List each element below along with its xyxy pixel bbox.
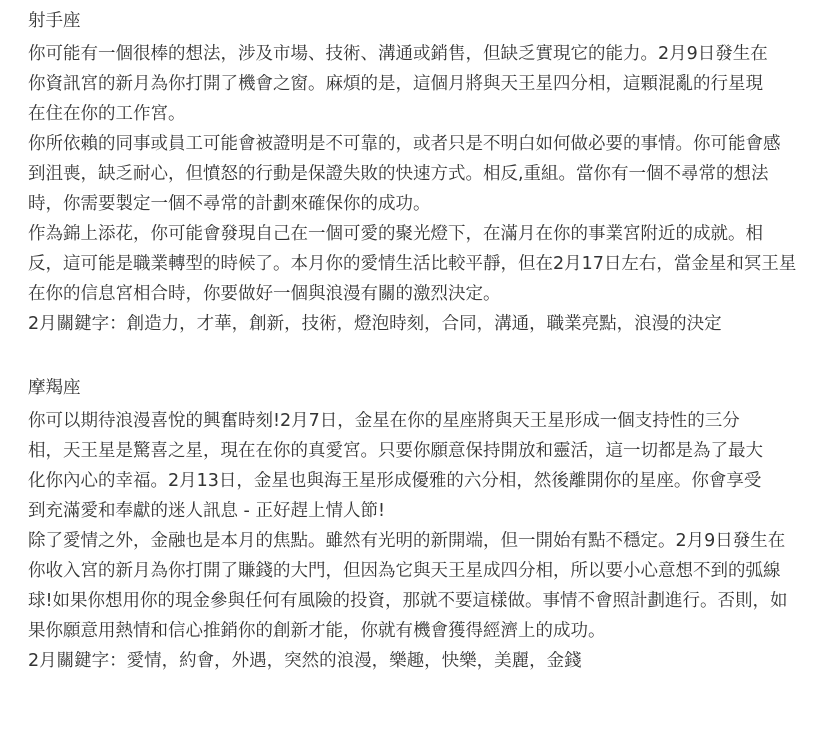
text-line: 時，你需要製定一個不尋常的計劃來確保你的成功。 bbox=[28, 194, 431, 214]
text-line: 你收入宮的新月為你打開了賺錢的大門，但因為它與天王星成四分相，所以要小心意想不到的弧線 bbox=[28, 561, 781, 581]
text-line: 到充滿愛和奉獻的迷人訊息 - 正好趕上情人節! bbox=[28, 501, 385, 521]
text-line: 果你願意用熱情和信心推銷你的創新才能，你就有機會獲得經濟上的成功。 bbox=[28, 621, 606, 641]
keywords-line: 2月關鍵字：愛情，約會，外遇，突然的浪漫，樂趣，快樂，美麗，金錢 bbox=[28, 651, 582, 671]
sign-title: 摩羯座 bbox=[28, 378, 81, 398]
paragraph bbox=[28, 219, 828, 309]
horoscope-article bbox=[28, 4, 828, 676]
text-line: 你可以期待浪漫喜悅的興奮時刻!2月7日，金星在你的星座將與天王星形成一個支持性的三分 bbox=[28, 411, 740, 431]
text-line: 除了愛情之外，金融也是本月的焦點。雖然有光明的新開端，但一開始有點不穩定。2月9日發生在 bbox=[28, 531, 786, 551]
text-line: 在你的信息宮相合時，你要做好一個與浪漫有關的激烈決定。 bbox=[28, 284, 501, 304]
text-line: 反，這可能是職業轉型的時候了。本月你的愛情生活比較平靜，但在2月17日左右，當金星和冥王星 bbox=[28, 254, 797, 274]
text-line: 作為錦上添花，你可能會發現自己在一個可愛的聚光燈下，在滿月在你的事業宮附近的成就。相 bbox=[28, 224, 763, 244]
text-line: 化你內心的幸福。2月13日，金星也與海王星形成優雅的六分相，然後離開你的星座。你會享受 bbox=[28, 471, 762, 491]
capricorn-section bbox=[28, 371, 828, 676]
text-line: 在住在你的工作宮。 bbox=[28, 104, 186, 124]
text-line: 你資訊宮的新月為你打開了機會之窗。麻煩的是，這個月將與天王星四分相，這顆混亂的行星現 bbox=[28, 74, 763, 94]
text-line: 到沮喪，缺乏耐心，但憤怒的行動是保證失敗的快速方式。相反,重組。當你有一個不尋常的想法 bbox=[28, 164, 769, 184]
paragraph bbox=[28, 39, 828, 129]
text-line: 你所依賴的同事或員工可能會被證明是不可靠的，或者只是不明白如何做必要的事情。你可能會感 bbox=[28, 134, 781, 154]
keywords-line: 2月關鍵字：創造力，才華，創新，技術，燈泡時刻，合同，溝通，職業亮點，浪漫的決定 bbox=[28, 314, 722, 334]
text-line: 相，天王星是驚喜之星，現在在你的真愛宮。只要你願意保持開放和靈活，這一切都是為了最大 bbox=[28, 441, 763, 461]
text-line: 球!如果你想用你的現金參與任何有風險的投資，那就不要這樣做。事情不會照計劃進行。否則，如 bbox=[28, 591, 788, 611]
sagittarius-section bbox=[28, 4, 828, 339]
paragraph bbox=[28, 406, 828, 526]
text-line: 你可能有一個很棒的想法，涉及市場、技術、溝通或銷售，但缺乏實現它的能力。2月9日發生在 bbox=[28, 44, 768, 64]
sign-title: 射手座 bbox=[28, 11, 81, 31]
paragraph bbox=[28, 129, 828, 219]
paragraph bbox=[28, 526, 828, 646]
